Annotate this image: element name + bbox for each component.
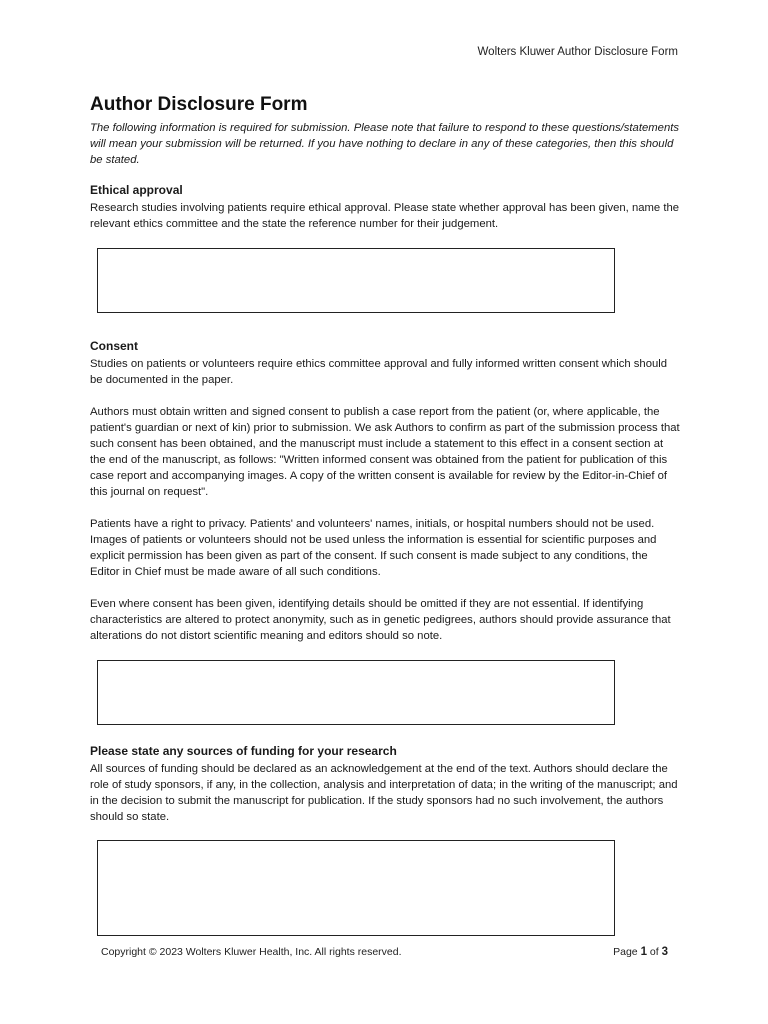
page-number	[613, 946, 668, 958]
running-header: Wolters Kluwer Author Disclosure Form	[477, 46, 678, 58]
section-paragraph: Authors must obtain written and signed consent to publish a case report from the patient (or, where applicable, the patient's guardian or next of kin) prior to submission. We ask Authors to confirm as part of the submission process that such consent has been obtained, and the manuscript must include a statement to this effect in a consent section at the end of the manuscript, as follows: "Written informed consent was obtained from the patient for publication of this case report and accompanying images. A copy of the written consent is available for review by the Editor-in-Chief of this journal on request".	[90, 405, 680, 498]
section-heading: Consent	[90, 338, 138, 353]
page-current: 1	[640, 946, 647, 958]
funding-answer-box[interactable]	[97, 840, 615, 936]
section-paragraph: Even where consent has been given, identifying details should be omitted if they are not essential. If identifying characteristics are altered to protect anonymity, such as in genetic pedigrees, authors should provide assurance that alterations do not distort scientific meaning and editors should so note.	[90, 597, 671, 642]
section-paragraph: Research studies involving patients require ethical approval. Please state whether approval has been given, name the relevant ethics committee and the state the reference number for their judgement.	[90, 201, 680, 230]
section-heading: Ethical approval	[90, 182, 183, 197]
section-paragraph: Studies on patients or volunteers require ethics committee approval and fully informed written consent which should be documented in the paper.	[90, 357, 668, 386]
consent-answer-box[interactable]	[97, 660, 615, 725]
page-label: Page	[613, 946, 638, 958]
footer-copyright: Copyright © 2023 Wolters Kluwer Health, Inc. All rights reserved.	[101, 946, 402, 958]
ethical-approval-answer-box[interactable]	[97, 248, 615, 313]
section-heading: Please state any sources of funding for your research	[90, 743, 397, 758]
document-title: Author Disclosure Form	[90, 94, 308, 115]
document-content	[90, 94, 680, 936]
section-funding	[90, 743, 680, 936]
section-paragraph: All sources of funding should be declared as an acknowledgement at the end of the text. Authors should declare the role of study sponsors, if any, in the collection, analysis and interpretation of data; in the writing of the manuscript; and in the decision to submit the manuscript for publication. If the study sponsors had no such involvement, the authors should so state.	[90, 762, 678, 823]
section-ethical-approval	[90, 182, 680, 313]
page-of-label: of	[649, 946, 659, 958]
page-total: 3	[661, 946, 668, 958]
intro-text: The following information is required for submission. Please note that failure to respond to these questions/statements will mean your submission will be returned. If you have nothing to declare in any of these categories, then this should be stated.	[90, 121, 680, 166]
section-consent	[90, 338, 680, 725]
section-paragraph: Patients have a right to privacy. Patients' and volunteers' names, initials, or hospital numbers should not be used. Images of patients or volunteers should not be used unless the information is essential for scientific purposes and explicit permission has been given as part of the consent. If such consent is made subject to any conditions, the Editor in Chief must be made aware of all such conditions.	[90, 517, 657, 578]
